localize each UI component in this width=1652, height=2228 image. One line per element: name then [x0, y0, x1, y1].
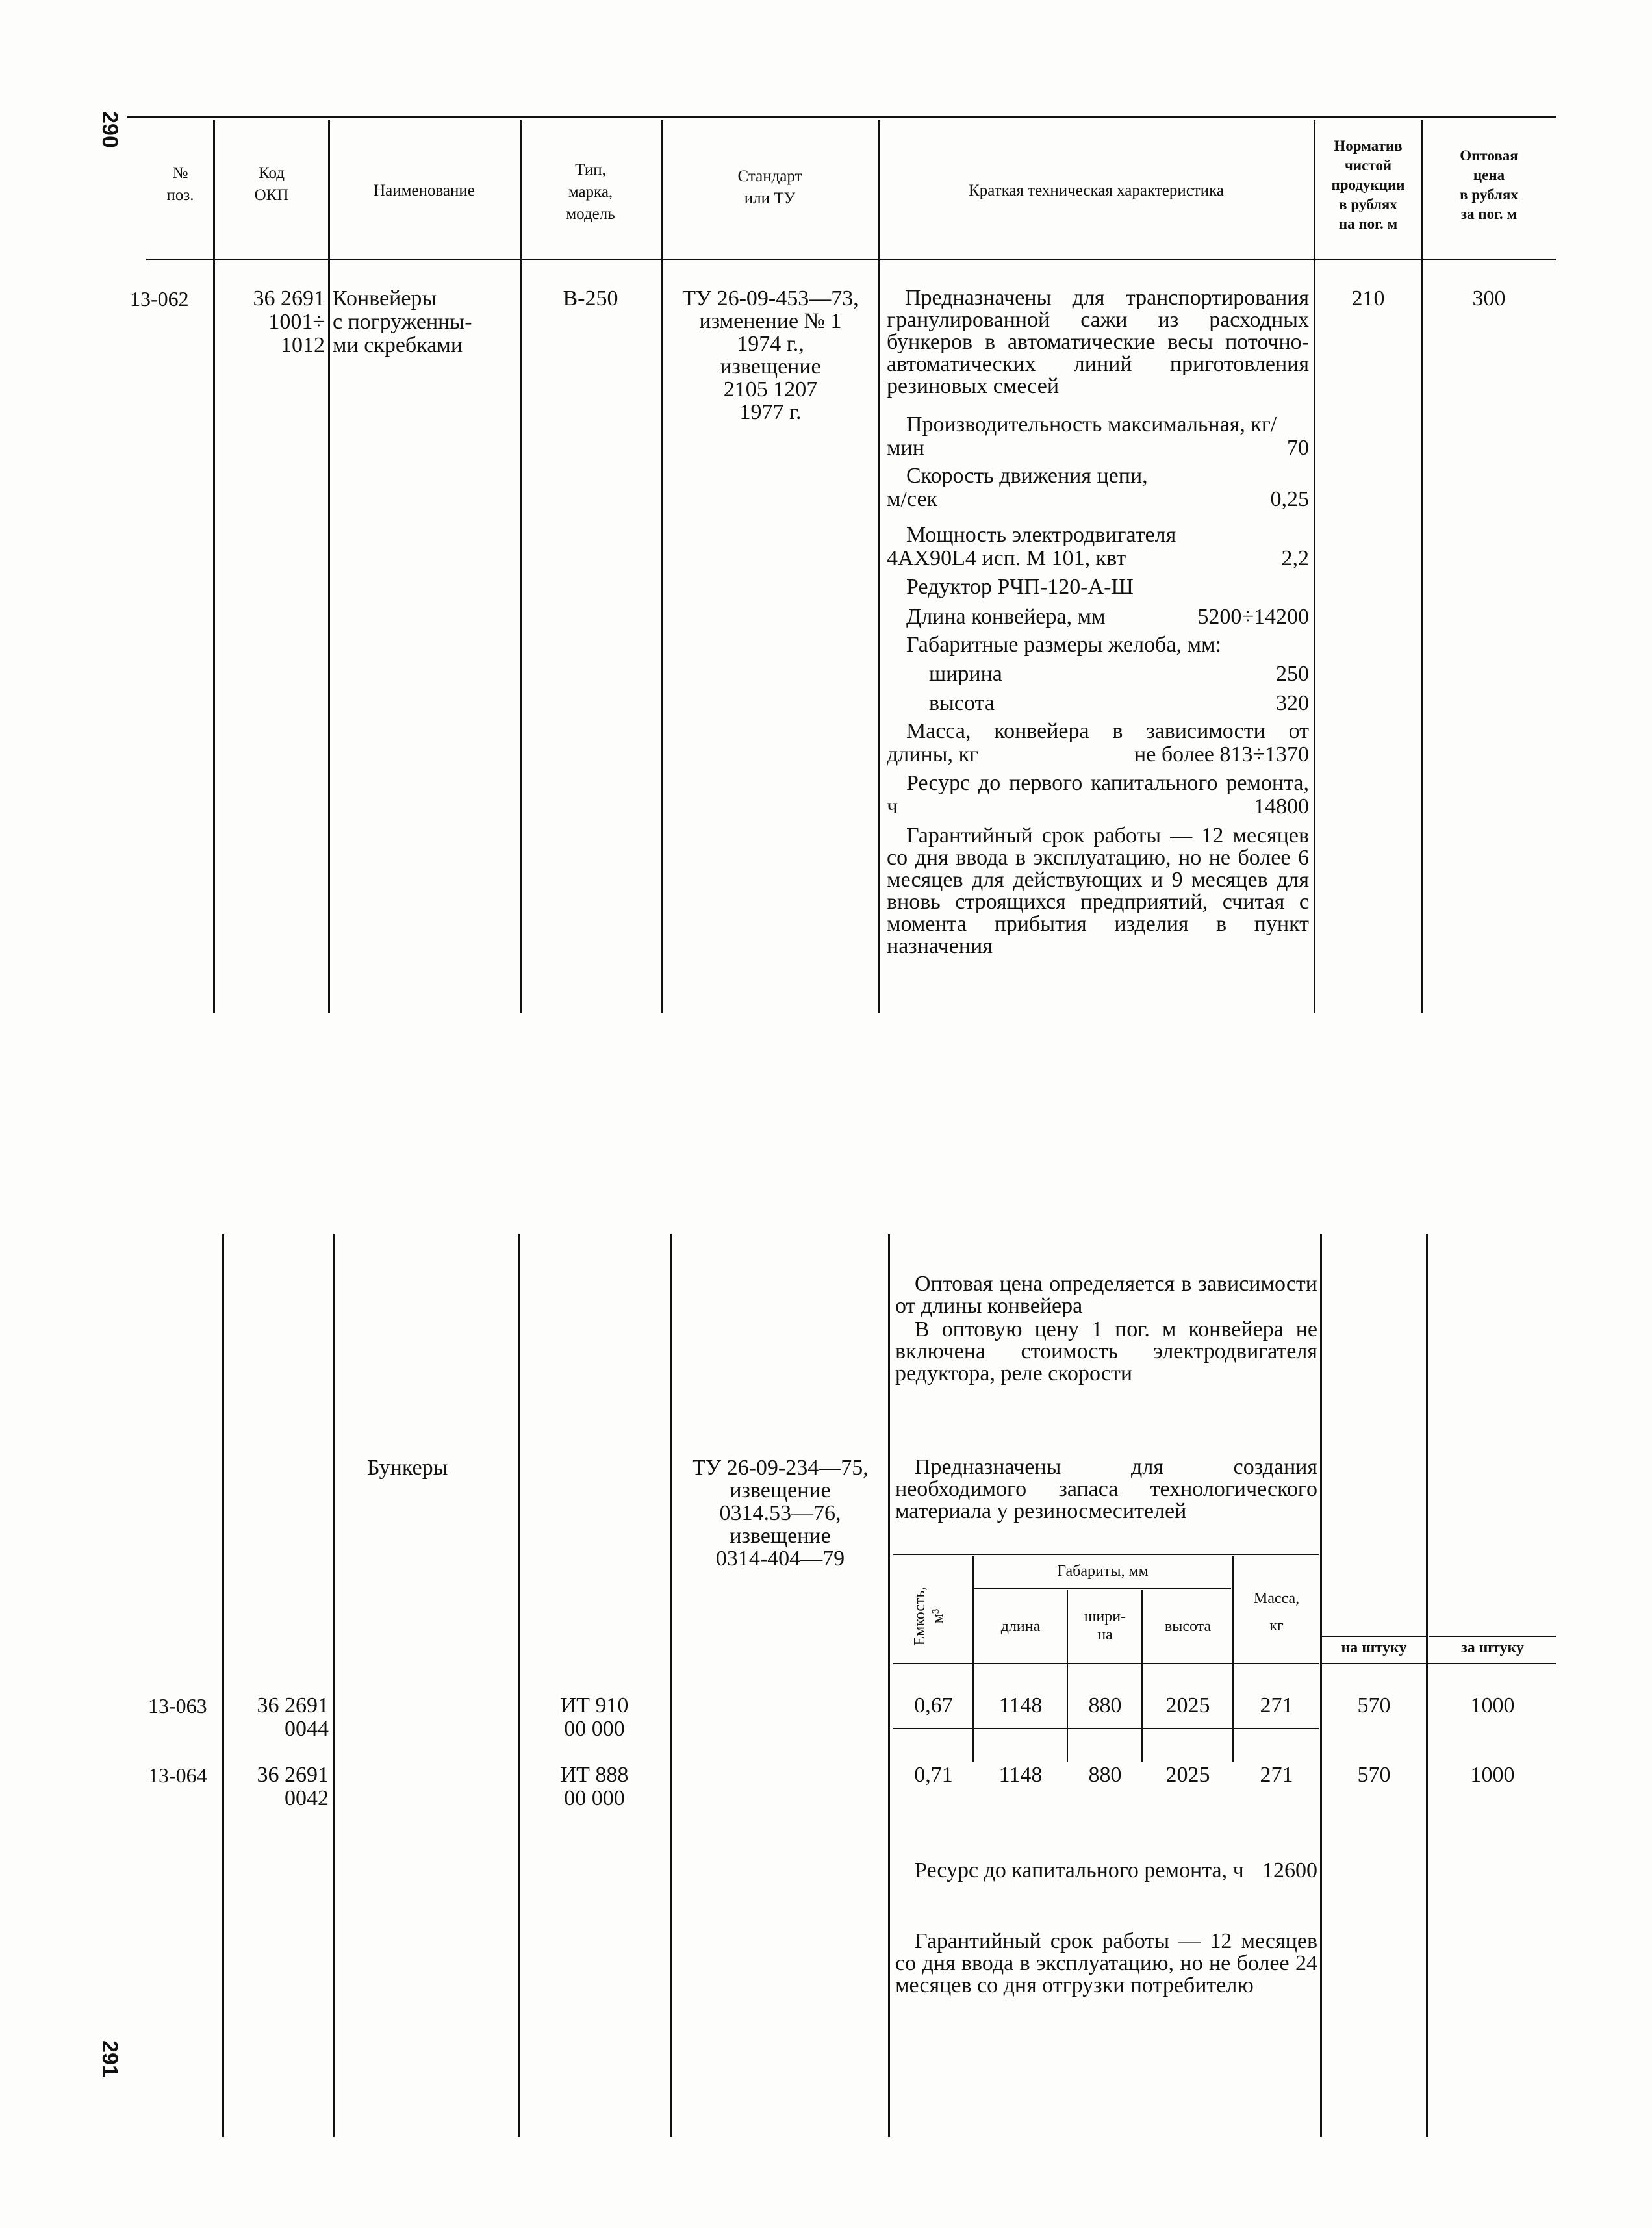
bunker-resource-value: 12600 — [1262, 1858, 1317, 1882]
item1-speed — [887, 464, 1309, 511]
header-name: Наименование — [374, 182, 475, 199]
dims-header: Габариты, мм — [1057, 1563, 1149, 1580]
item1-performance — [887, 413, 1309, 460]
row1-type: ИТ 910 00 000 — [560, 1693, 629, 1741]
price-subheader-rule — [1429, 1636, 1556, 1637]
perf-value: 70 — [1287, 436, 1309, 460]
bunker-resource-label: Ресурс до капитального ремонта, ч — [915, 1858, 1244, 1882]
row2-mass: 271 — [1260, 1763, 1293, 1787]
bunker-warranty: Гарантийный срок работы — 12 месяцев со дня ввода в эксплуатацию, но не более 24 месяцев со дня отгрузки потребителю — [895, 1929, 1317, 1997]
norm-unit-header: на штуку — [1341, 1639, 1407, 1656]
row1-width: 880 — [1088, 1693, 1122, 1717]
header-standard: Стандарт или ТУ — [737, 168, 802, 207]
sub-col-divider — [1232, 1556, 1234, 1728]
price-note: Оптовая цена определяется в зависимости от длины конвейера — [895, 1272, 1317, 1318]
subheader-bottom-rule — [1322, 1663, 1556, 1664]
item1-height — [929, 692, 1309, 715]
row2-height: 2025 — [1165, 1763, 1210, 1787]
col-divider — [518, 1234, 520, 2137]
row2-price: 1000 — [1470, 1763, 1515, 1787]
item1-name: Конвейеры с погруженны- ми скребками — [333, 286, 472, 357]
bunker-standard: ТУ 26-09-234—75, извещение 0314.53—76, извещение 0314-404—79 — [692, 1456, 869, 1571]
sub-col-divider — [1141, 1590, 1143, 1728]
item1-reducer: Редуктор РЧП-120-А-Ш — [906, 575, 1134, 599]
row2-width: 880 — [1088, 1763, 1122, 1787]
item1-okp: 36 2691 1001÷ 1012 — [253, 286, 325, 357]
header-norm: Норматив чистой продукции в рублях на пог. м — [1331, 138, 1405, 232]
row1-price: 1000 — [1470, 1693, 1515, 1717]
col-divider — [213, 120, 215, 1013]
col-divider — [328, 120, 330, 1013]
item1-type: В-250 — [563, 286, 618, 310]
exclusion-note: В оптовую цену 1 пог. м конвейера не включена стоимость электродвигателя редуктора, реле скорости — [895, 1317, 1317, 1386]
row2-okp: 36 2691 0042 — [257, 1763, 329, 1810]
header-type: Тип, марка, модель — [566, 161, 615, 223]
resource-value: 14800 — [1254, 794, 1309, 818]
width-label: ширина — [929, 662, 1002, 686]
length-label: Длина конвейера, мм — [906, 605, 1106, 629]
item1-norm: 210 — [1351, 286, 1385, 310]
col-divider — [333, 1234, 335, 2137]
height-label: высота — [929, 691, 995, 715]
length-value: 5200÷14200 — [1197, 605, 1309, 629]
item1-width — [929, 663, 1309, 686]
sub-col-divider — [1141, 1729, 1143, 1762]
capacity-header: Емкость, м³ — [911, 1586, 947, 1646]
resource-label: Ресурс до первого капитального ремонта, ч — [887, 771, 1309, 818]
col-divider — [1314, 120, 1315, 1013]
header-spec: Краткая техническая характеристика — [969, 182, 1224, 199]
length-header: длина — [1000, 1618, 1041, 1635]
price-unit-header: за штуку — [1461, 1639, 1524, 1656]
item1-mass — [887, 720, 1309, 766]
table-top-rule — [127, 116, 1556, 118]
header-okp: Код ОКП — [254, 164, 289, 204]
sub-col-divider — [1067, 1590, 1068, 1728]
col-divider — [222, 1234, 224, 2137]
width-value: 250 — [1276, 662, 1309, 686]
col-divider — [661, 120, 663, 1013]
row1-height: 2025 — [1165, 1693, 1210, 1717]
row2-norm: 570 — [1357, 1763, 1391, 1787]
row2-capacity: 0,71 — [914, 1763, 953, 1787]
subtable-top-rule — [893, 1554, 1319, 1555]
subtable-header-rule — [893, 1663, 1319, 1664]
sub-col-divider — [972, 1729, 974, 1762]
header-price: Оптовая цена в рублях за пог. м — [1460, 147, 1518, 222]
motor-label: Мощность электродвигателя 4АХ90L4 исп. М 101, квт — [887, 523, 1176, 570]
item1-dims-label: Габаритные размеры желоба, мм: — [906, 633, 1221, 657]
sub-col-divider — [972, 1556, 974, 1728]
row1-mass: 271 — [1260, 1693, 1293, 1717]
sub-col-divider — [1232, 1729, 1234, 1762]
col-divider — [878, 120, 880, 1013]
bunker-resource — [895, 1859, 1317, 1882]
page-number-top: 290 — [97, 111, 122, 148]
row1-length: 1148 — [998, 1693, 1043, 1717]
sub-col-divider — [1067, 1729, 1068, 1762]
col-divider — [1421, 120, 1423, 1013]
mass-header: Масса, кг — [1253, 1590, 1300, 1634]
item1-standard: ТУ 26-09-453—73, изменение № 1 1974 г., извещение 2105 1207 1977 г. — [682, 286, 859, 424]
speed-label: Скорость движения цепи, м/сек — [887, 464, 1148, 511]
mass-label: Масса, конвейера в зависимости от длины, кг — [887, 719, 1309, 766]
col-divider — [888, 1234, 890, 2137]
col-divider — [1426, 1234, 1428, 2137]
speed-value: 0,25 — [1270, 487, 1309, 511]
motor-value: 2,2 — [1281, 546, 1309, 570]
item1-pos: 13-062 — [130, 287, 189, 310]
row2-pos: 13-064 — [148, 1764, 207, 1787]
item1-purpose: Предназначены для транспортирования гранулированной сажи из расходных бункеров в автоматические весы поточно-автоматических линий приготовления резиновых смесей — [887, 286, 1309, 398]
perf-label: Производительность максимальная, кг/мин — [887, 412, 1277, 460]
item1-length — [906, 605, 1309, 629]
item1-price: 300 — [1472, 286, 1506, 310]
row1-norm: 570 — [1357, 1693, 1391, 1717]
col-divider — [520, 120, 522, 1013]
height-value: 320 — [1276, 691, 1309, 715]
width-header: шири- на — [1084, 1608, 1126, 1643]
bunker-purpose: Предназначены для создания необходимого запаса технологического материала у резиносмесителей — [895, 1455, 1317, 1523]
col-divider — [1320, 1234, 1322, 2137]
header-bottom-rule — [146, 259, 1556, 260]
subtable-dims-rule — [974, 1588, 1231, 1589]
row2-length: 1148 — [998, 1763, 1043, 1787]
bunker-name: Бункеры — [367, 1456, 448, 1480]
norm-subheader-rule — [1322, 1636, 1426, 1637]
item1-motor — [887, 524, 1309, 570]
row1-rule — [893, 1728, 1319, 1729]
page-number-bottom: 291 — [97, 2040, 122, 2077]
height-header: высота — [1164, 1618, 1212, 1635]
row2-type: ИТ 888 00 000 — [560, 1763, 629, 1810]
row1-capacity: 0,67 — [914, 1693, 953, 1717]
col-divider — [670, 1234, 672, 2137]
row1-okp: 36 2691 0044 — [257, 1693, 329, 1741]
item1-warranty: Гарантийный срок работы — 12 месяцев со дня ввода в эксплуатацию, но не более 6 месяцев для действующих и 9 месяцев для вновь строящихся предприятий, считая с момента прибытия изделия в пункт назначения — [887, 824, 1309, 958]
mass-value: не более 813÷1370 — [1134, 742, 1309, 766]
header-pos: № поз. — [166, 164, 194, 204]
row1-pos: 13-063 — [148, 1694, 207, 1717]
item1-resource — [887, 772, 1309, 818]
